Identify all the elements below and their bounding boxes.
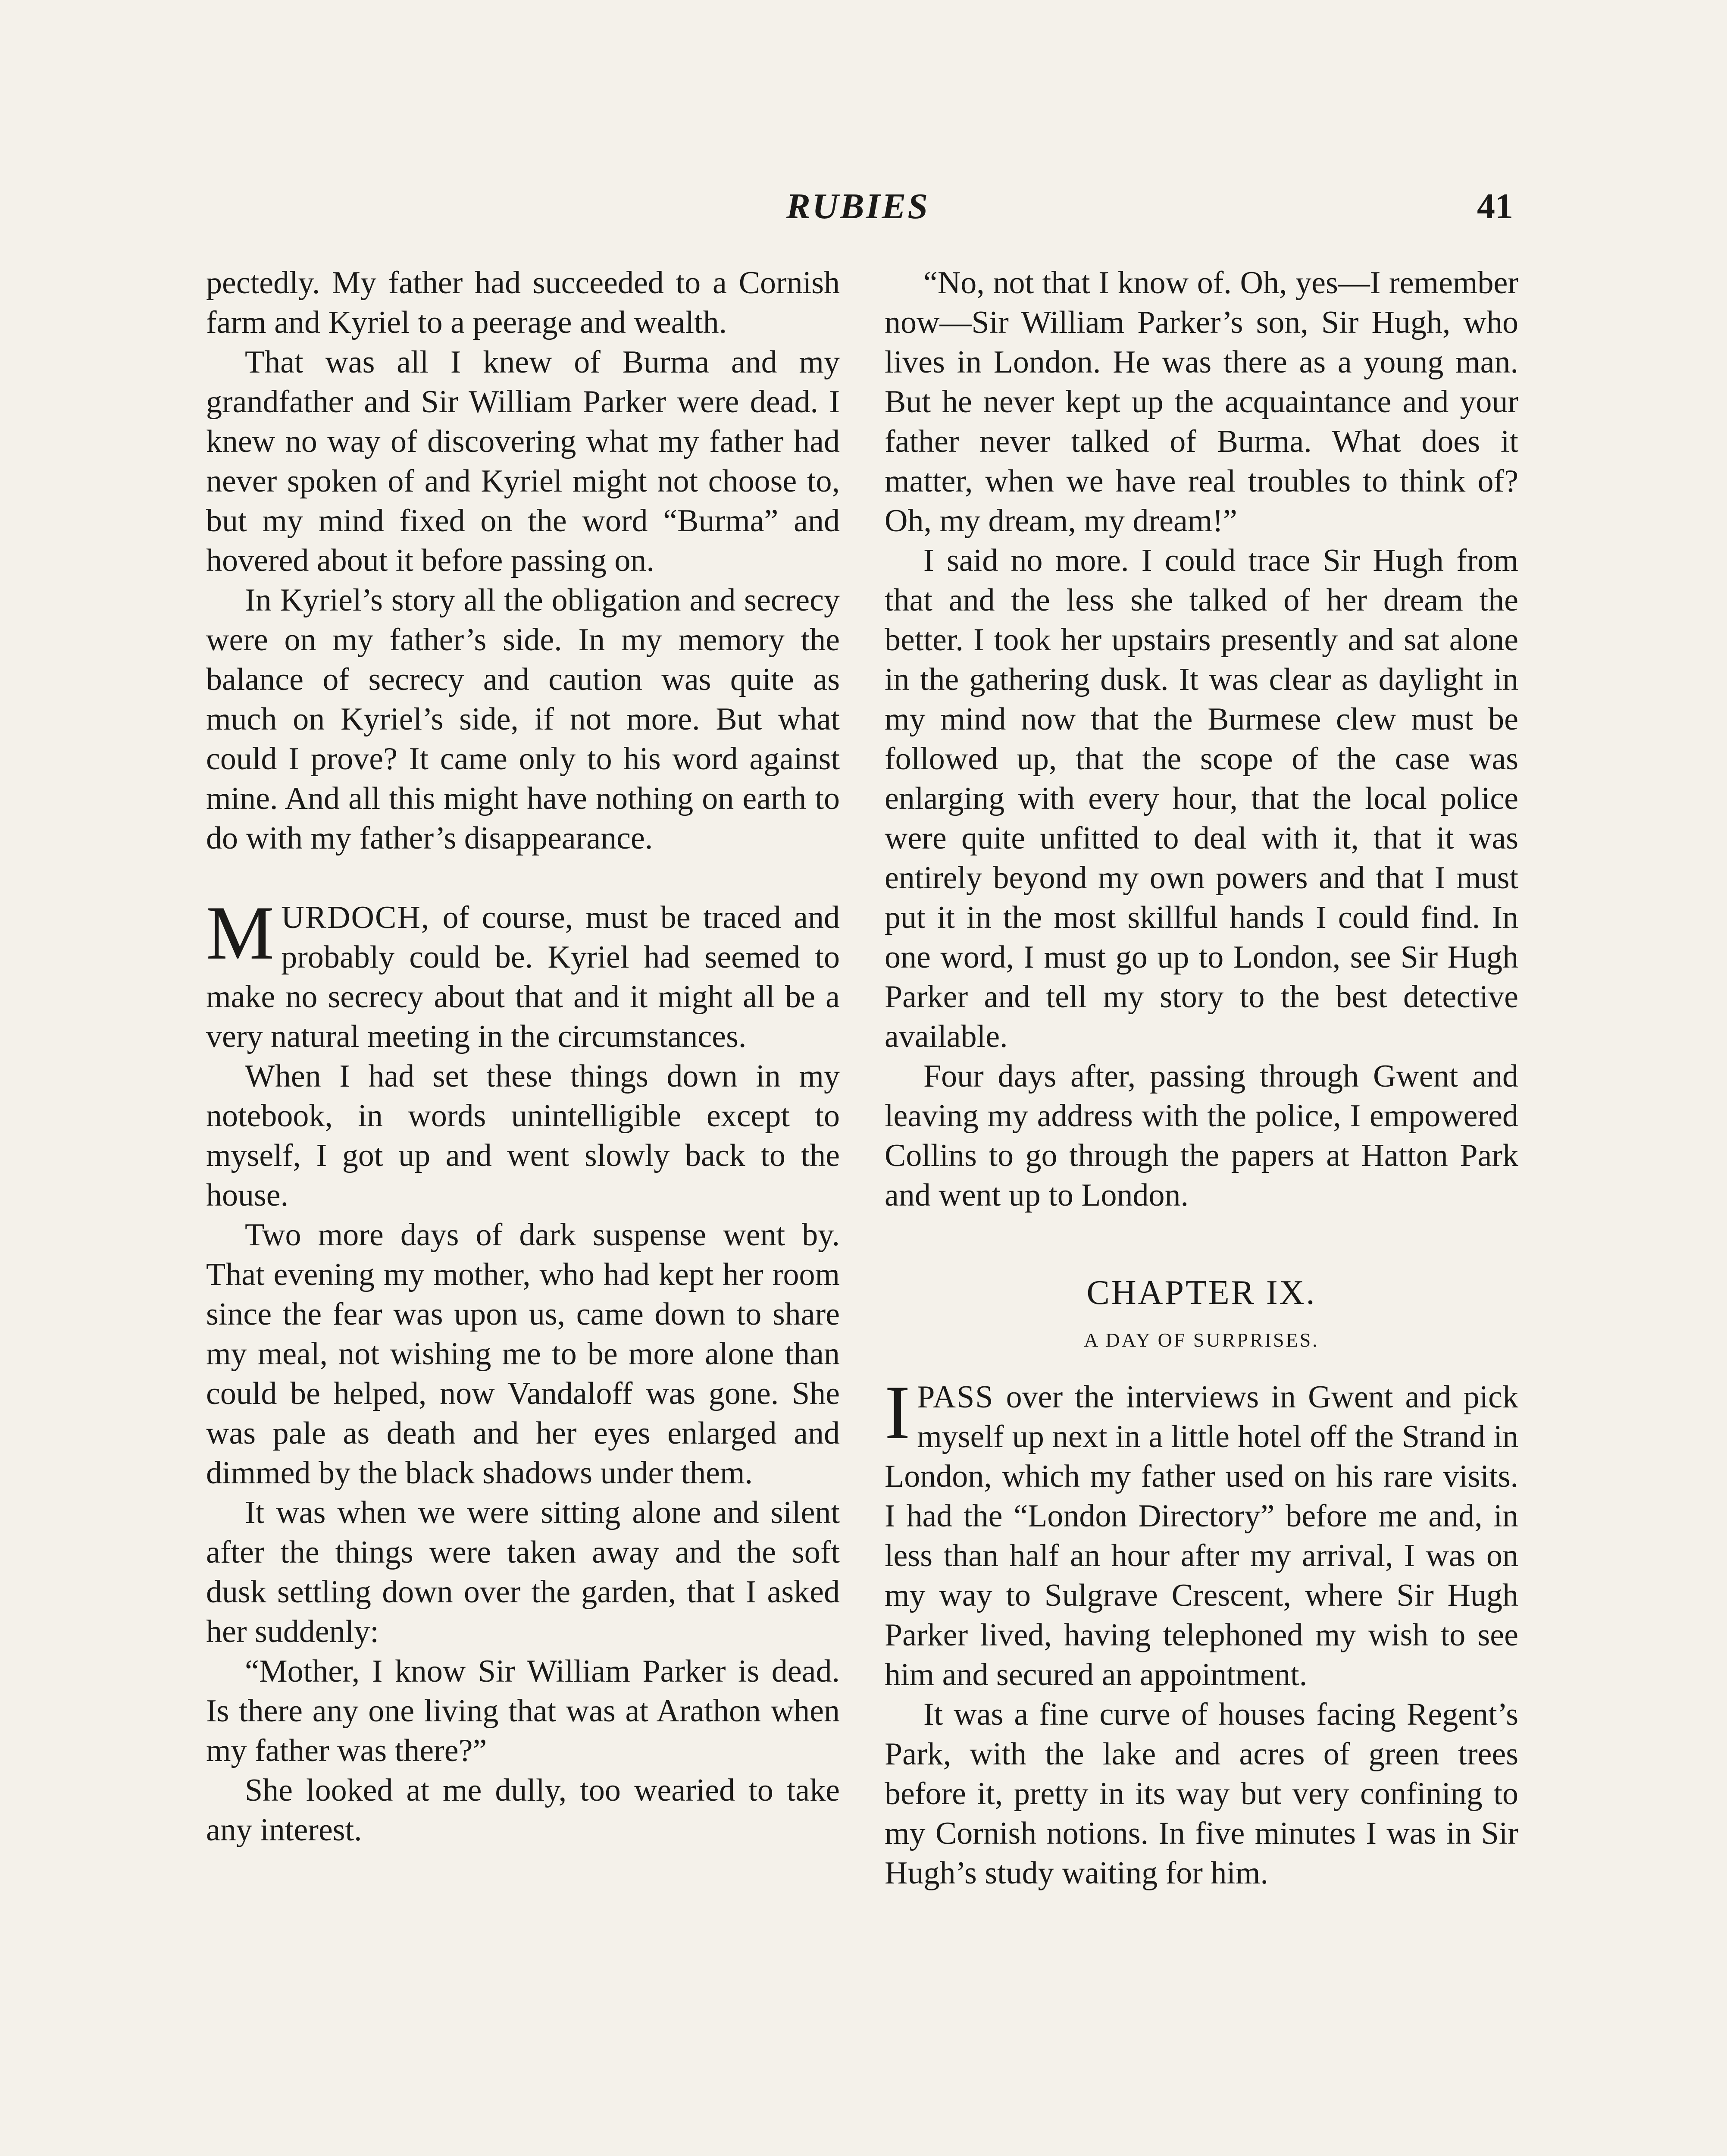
page-header [203,185,1513,233]
drop-cap: M [206,890,275,975]
paragraph: I said no more. I could trace Sir Hugh from that and the less she talked of her dream the better. I took her upstairs presently and sat alone in the gathering dusk. It was clear as daylight in my mind now that the Burmese clew must be followed up, that the scope of the case was enlarging with every hour, that the local police were quite unfitted to deal with it, that it was entirely beyond my own powers and that I must put it in the most skillful hands I could find. In one word, I must go up to London, see Sir Hugh Parker and tell my story to the best detective available. [885,543,1518,1054]
paragraph: “No, not that I know of. Oh, yes—I remember now—Sir William Parker’s son, Sir Hugh, who lives in London. He was there as a young man. But he never kept up the acquaintance and your father never talked of Burma. What does it matter, when we have real troubles to think of? Oh, my dream, my dream!” [885,265,1518,539]
right-column [885,263,1518,1893]
left-column [206,263,840,1850]
paragraph: She looked at me dully, too wearied to take any interest. [206,1773,840,1848]
chapter-subtitle: A DAY OF SURPRISES. [1084,1329,1319,1351]
paragraph: That was all I knew of Burma and my grandfather and Sir William Parker were dead. I knew no way of discovering what my father had never spoken of and Kyriel might not choose to, but my mind fixed on the word “Burma” and hovered about it before passing on. [206,345,840,578]
opening-word: PASS [917,1379,994,1415]
paragraph: When I had set these things down in my notebook, in words unintelligible except to myself, I got up and went slowly back to the house. [206,1059,840,1213]
chapter-opening-paragraph [885,1369,1518,1695]
drop-cap: I [885,1369,910,1455]
paragraph-text: over the interviews in Gwent and pick myself up next in a little hotel off the Strand in London, which my father used on his rare visits. I had the “London Directory” before me and, in less than half an hour after my arrival, I was on my way to Sulgrave Crescent, where Sir Hugh Parker lived, having telephoned my wish to see him and secured an appointment. [885,1379,1518,1692]
chapter-heading: CHAPTER IX. [1086,1274,1317,1312]
opening-word: URDOCH, [281,900,430,935]
section-opening-paragraph [206,890,840,1056]
paragraph-text: of course, must be traced and probably could be. Kyriel had seemed to make no secrecy about that and it might all be a very natural meeting in the circumstances. [206,900,840,1054]
paragraph: Four days after, passing through Gwent and leaving my address with the police, I empowered Collins to go through the papers at Hatton Park and went up to London. [885,1059,1518,1213]
paragraph: In Kyriel’s story all the obligation and secrecy were on my father’s side. In my memory the balance of secrecy and caution was quite as much on Kyriel’s side, if not more. But what could I prove? It came only to his word against mine. And all this might have nothing on earth to do with my father’s disappearance. [206,583,840,856]
paragraph: Two more days of dark suspense went by. That evening my mother, who had kept her room since the fear was upon us, came down to share my meal, not wishing me to be more alone than could be helped, now Vandaloff was gone. She was pale as death and her eyes enlarged and dimmed by the black shadows under them. [206,1217,840,1491]
paragraph: It was a fine curve of houses facing Regent’s Park, with the lake and acres of green trees before it, pretty in its way but very confining to my Cornish notions. In five minutes I was in Sir Hugh’s study waiting for him. [885,1697,1518,1891]
paragraph: pectedly. My father had succeeded to a Cornish farm and Kyriel to a peerage and wealth. [206,265,840,340]
page-number: 41 [1477,186,1513,226]
paragraph: It was when we were sitting alone and silent after the things were taken away and the soft dusk settling down over the garden, that I asked her suddenly: [206,1495,840,1649]
running-title: RUBIES [786,186,930,226]
paragraph: “Mother, I know Sir William Parker is dead. Is there any one living that was at Arathon when my father was there?” [206,1654,840,1768]
